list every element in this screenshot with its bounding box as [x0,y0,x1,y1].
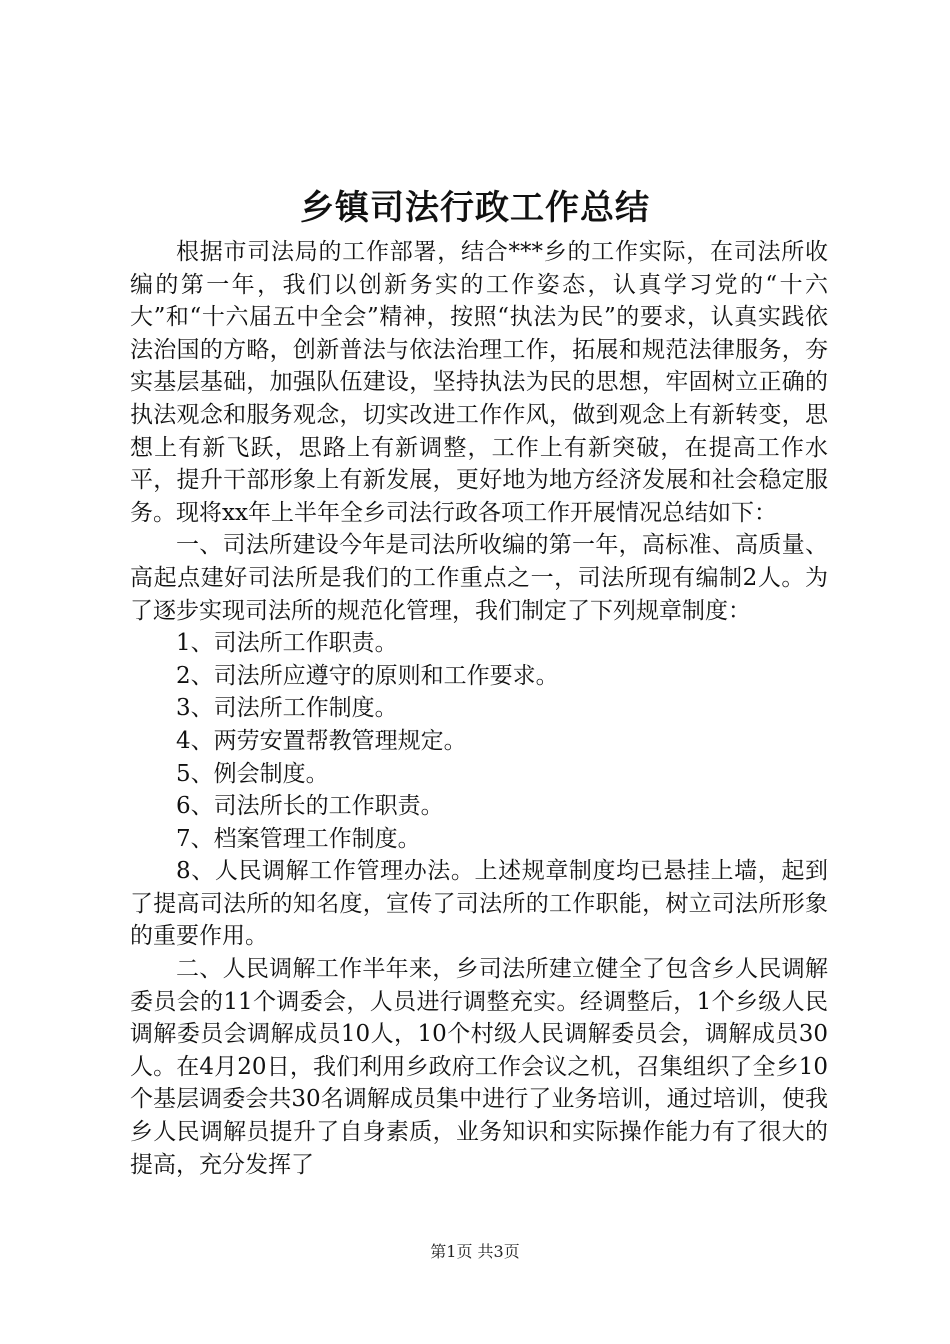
list-item: 8、人民调解工作管理办法。上述规章制度均已悬挂上墙，起到了提高司法所的知名度，宣传了司法所的工作职能，树立司法所形象的重要作用。 [130,858,828,950]
document-title: 乡镇司法行政工作总结 [300,188,650,228]
list-item: 3、司法所工作制度。 [176,695,398,722]
page-number: 第1页 共3页 [430,1242,520,1261]
list-item: 4、两劳安置帮教管理规定。 [176,727,467,754]
section-2-paragraph: 二、人民调解工作半年来，乡司法所建立健全了包含乡人民调解委员会的11个调委会，人员进行调整充实。经调整后，1个乡级人民调解委员会调解成员10人，10个村级人民调解委员会，调解成员30人。在4月20日，我们利用乡政府工作会议之机，召集组织了全乡10个基层调委会共30名调解成员集中进行了业务培训，通过培训，使我乡人民调解员提升了自身素质，业务知识和实际操作能力有了很大的提高，充分发挥了 [130,956,828,1178]
list-item: 7、档案管理工作制度。 [176,825,421,852]
list-item: 2、司法所应遵守的原则和工作要求。 [176,662,559,689]
intro-paragraph: 根据市司法局的工作部署，结合***乡的工作实际，在司法所收编的第一年，我们以创新务实的工作姿态，认真学习党的“十六大”和“十六届五中全会”精神，按照“执法为民”的要求，认真实践依法治国的方略，创新普法与依法治理工作，拓展和规范法律服务，夯实基层基础，加强队伍建设，坚持执法为民的思想，牢固树立正确的执法观念和服务观念，切实改进工作作风，做到观念上有新转变，思想上有新飞跃，思路上有新调整，工作上有新突破，在提高工作水平，提升干部形象上有新发展，更好地为地方经济发展和社会稳定服务。现将xx年上半年全乡司法行政各项工作开展情况总结如下： [130,239,828,526]
list-item: 1、司法所工作职责。 [176,630,398,657]
list-item: 6、司法所长的工作职责。 [176,793,444,820]
document-body [130,236,828,1181]
section-1-paragraph: 一、司法所建设今年是司法所收编的第一年，高标准、高质量、高起点建好司法所是我们的工作重点之一，司法所现有编制2人。为了逐步实现司法所的规范化管理，我们制定了下列规章制度： [130,532,828,624]
list-item: 5、例会制度。 [176,760,329,787]
